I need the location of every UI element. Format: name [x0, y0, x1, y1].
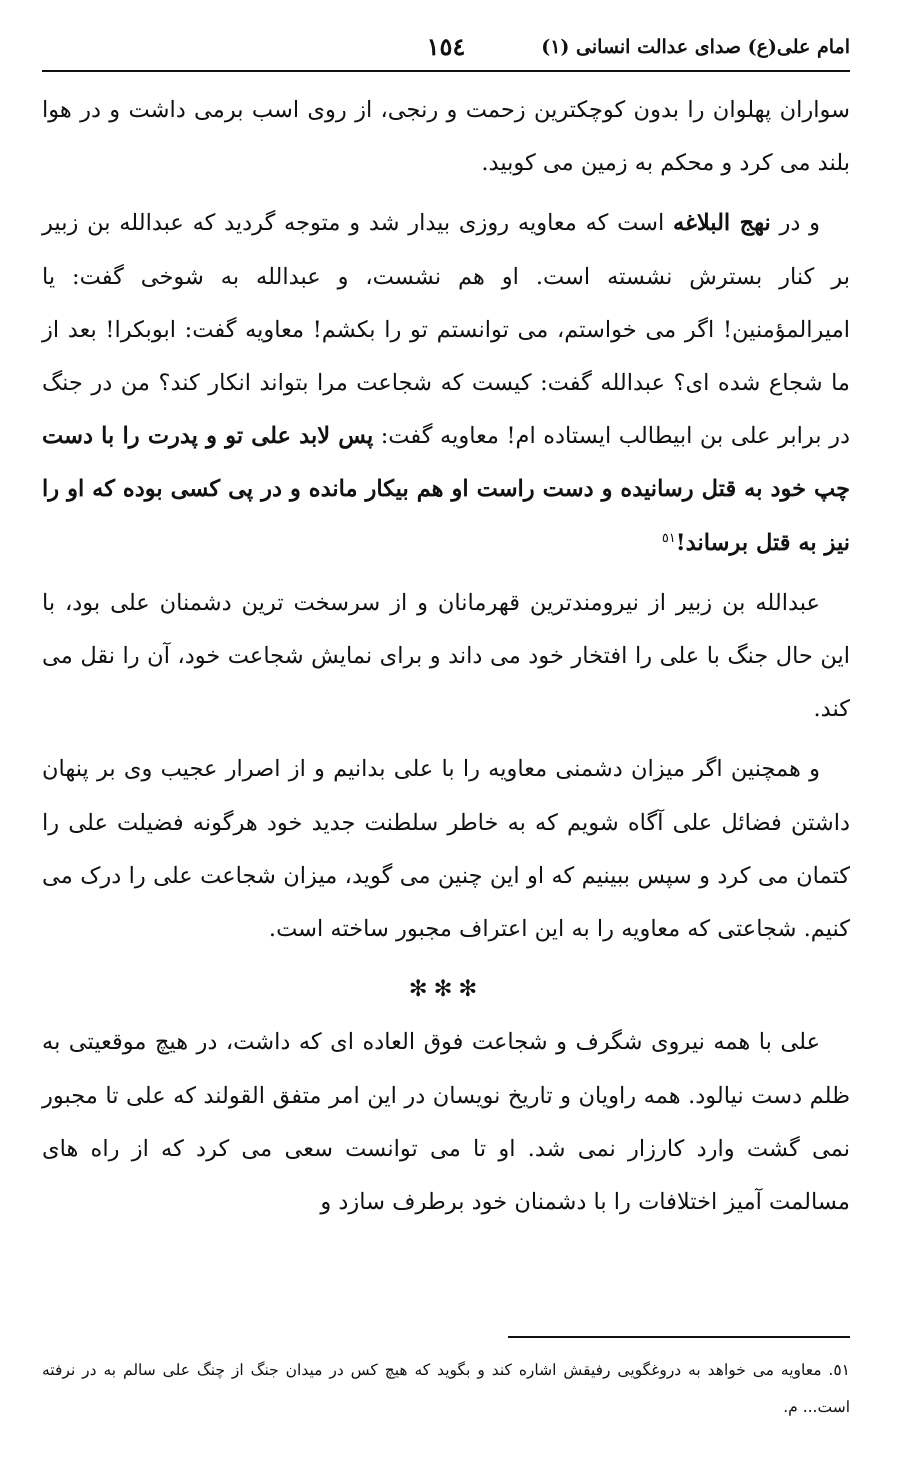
running-title: امام علی(ع) صدای عدالت انسانی (۱) — [541, 36, 850, 58]
paragraph-1: سواران پهلوان را بدون کوچکترین زحمت و رنجی، از روی اسب برمی داشت و در هوا بلند می کرد و محکم به زمین می کوبید. — [42, 97, 850, 177]
muawiya-quote: پس لابد علی تو و پدرت را با دست چپ خود به قتل رسانیده و دست راست او هم بیکار مانده و در پی کسی بوده که او را نیز به قتل برساند! — [42, 423, 850, 556]
footnote-divider — [508, 1336, 850, 1338]
page-number: ١٥٤ — [426, 32, 466, 61]
paragraph-3: عبدالله بن زبیر از نیرومندترین قهرمانان و از سرسخت ترین دشمنان علی بود، با این حال جنگ با علی را افتخار خود می داند و برای نمایش شجاعت خود، آن را نقل می کند. — [42, 589, 850, 723]
footnote: ٥١. معاویه می خواهد به دروغگویی رفیقش اشاره کند و بگوید که هیچ کس در میدان جنگ از چنگ علی سالم به در نرفته است... م. — [42, 1361, 850, 1416]
paragraph-5: علی با همه نیروی شگرف و شجاعت فوق العاده ای که داشت، در هیچ موقعیتی به ظلم دست نیالود. همه راویان و تاریخ نویسان در این امر متفق القولند که علی تا مجبور نمی گشت وارد کارزار نمی شد. او تا می توانست سعی می کرد که از راه های مسالمت آمیز اختلافات را با دشمنان خود برطرف سازد و — [42, 1029, 850, 1216]
body-text — [42, 84, 850, 1236]
paragraph-2-intro: و در — [770, 210, 820, 237]
page-header — [42, 30, 850, 72]
document-page — [42, 0, 850, 1479]
paragraph-4: و همچنین اگر میزان دشمنی معاویه را با علی بدانیم و از اصرار عجیب وی بر پنهان داشتن فضائل علی آگاه شویم که به خاطر سلطنت جدید خود هرگونه فضیلت علی را کتمان می کرد و سپس ببینیم که او این چنین می گوید، میزان شجاعت علی را درک می کنیم. شجاعتی که معاویه را به این اعتراف مجبور ساخته است. — [42, 756, 850, 943]
book-title-nahj-al-balagha: نهج البلاغه — [673, 210, 771, 237]
paragraph-2 — [42, 197, 850, 569]
paragraph-2-story: است که معاویه روزی بیدار شد و متوجه گردید که عبدالله بن زبیر بر کنار بسترش نشسته است. او هم نشست، و عبدالله به شوخی گفت: یا امیرالمؤمنین! اگر می خواستم، می توانستم تو را بکشم! معاویه گفت: ابوبکرا! بعد از ما شجاع شده ای؟ عبدالله گفت: کیست که شجاعت مرا بتواند انکار کند؟ من در جنگ در برابر علی بن ابیطالب ایستاده ام! معاویه گفت: — [42, 210, 850, 450]
footnote-reference: ٥١ — [661, 530, 676, 546]
section-separator: ✻✻✻ — [408, 976, 484, 1003]
